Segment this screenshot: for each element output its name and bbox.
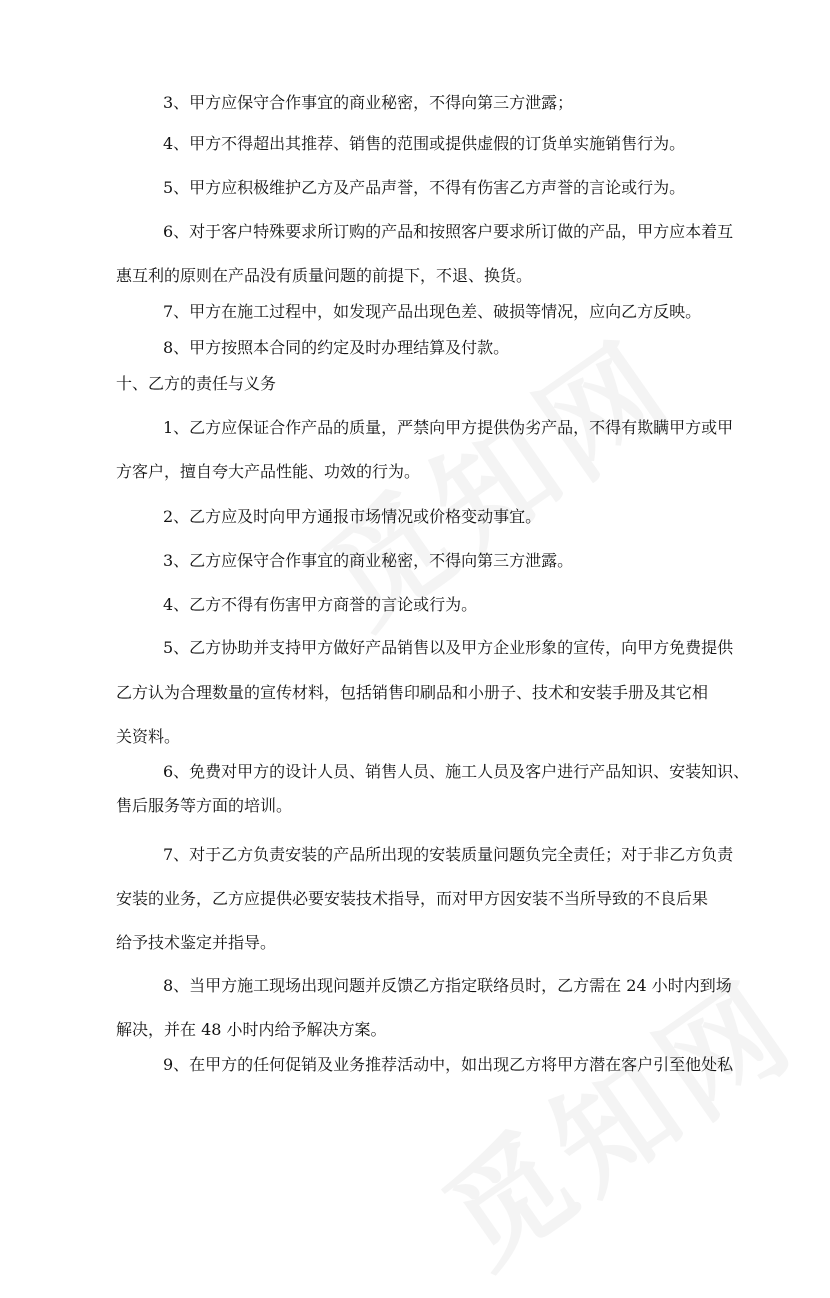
paragraph-line: 6、对于客户特殊要求所订购的产品和按照客户要求所订做的产品，甲方应本着互: [163, 222, 734, 241]
paragraph-line: 3、乙方应保守合作事宜的商业秘密，不得向第三方泄露。: [163, 551, 574, 570]
paragraph-line: 8、甲方按照本合同的约定及时办理结算及付款。: [163, 338, 510, 357]
paragraph-line: 安装的业务，乙方应提供必要安装技术指导，而对甲方因安装不当所导致的不良后果: [116, 889, 709, 908]
paragraph-line: 5、甲方应积极维护乙方及产品声誉，不得有伤害乙方声誉的言论或行为。: [163, 178, 686, 197]
paragraph-line: 乙方认为合理数量的宣传材料，包括销售印刷品和小册子、技术和安装手册及其它相: [116, 683, 709, 702]
paragraph-line: 9、在甲方的任何促销及业务推荐活动中，如出现乙方将甲方潜在客户引至他处私: [163, 1055, 734, 1074]
paragraph-line: 5、乙方协助并支持甲方做好产品销售以及甲方企业形象的宣传，向甲方免费提供: [163, 638, 734, 657]
paragraph-line: 解决，并在 48 小时内给予解决方案。: [116, 1020, 387, 1039]
paragraph-line: 8、当甲方施工现场出现问题并反馈乙方指定联络员时，乙方需在 24 小时内到场: [163, 976, 732, 995]
paragraph-line: 方客户，擅自夸大产品性能、功效的行为。: [116, 462, 421, 481]
paragraph-line: 2、乙方应及时向甲方通报市场情况或价格变动事宜。: [163, 507, 542, 526]
paragraph-line: 7、对于乙方负责安装的产品所出现的安装质量问题负完全责任；对于非乙方负责: [163, 845, 734, 864]
paragraph-line: 4、乙方不得有伤害甲方商誉的言论或行为。: [163, 595, 478, 614]
paragraph-line: 售后服务等方面的培训。: [116, 796, 293, 815]
paragraph-line: 惠互利的原则在产品没有质量问题的前提下，不退、换货。: [116, 266, 533, 285]
paragraph-line: 6、免费对甲方的设计人员、销售人员、施工人员及客户进行产品知识、安装知识、: [163, 762, 750, 781]
paragraph-line: 1、乙方应保证合作产品的质量，严禁向甲方提供伪劣产品，不得有欺瞒甲方或甲: [163, 418, 734, 437]
paragraph-line: 关资料。: [116, 727, 181, 746]
paragraph-line: 7、甲方在施工过程中，如发现产品出现色差、破损等情况，应向乙方反映。: [163, 302, 702, 321]
paragraph-line: 4、甲方不得超出其推荐、销售的范围或提供虚假的订货单实施销售行为。: [163, 134, 686, 153]
paragraph-line: 给予技术鉴定并指导。: [116, 933, 277, 952]
paragraph-line: 3、甲方应保守合作事宜的商业秘密，不得向第三方泄露；: [163, 93, 574, 112]
section-heading: 十、乙方的责任与义务: [116, 374, 277, 393]
